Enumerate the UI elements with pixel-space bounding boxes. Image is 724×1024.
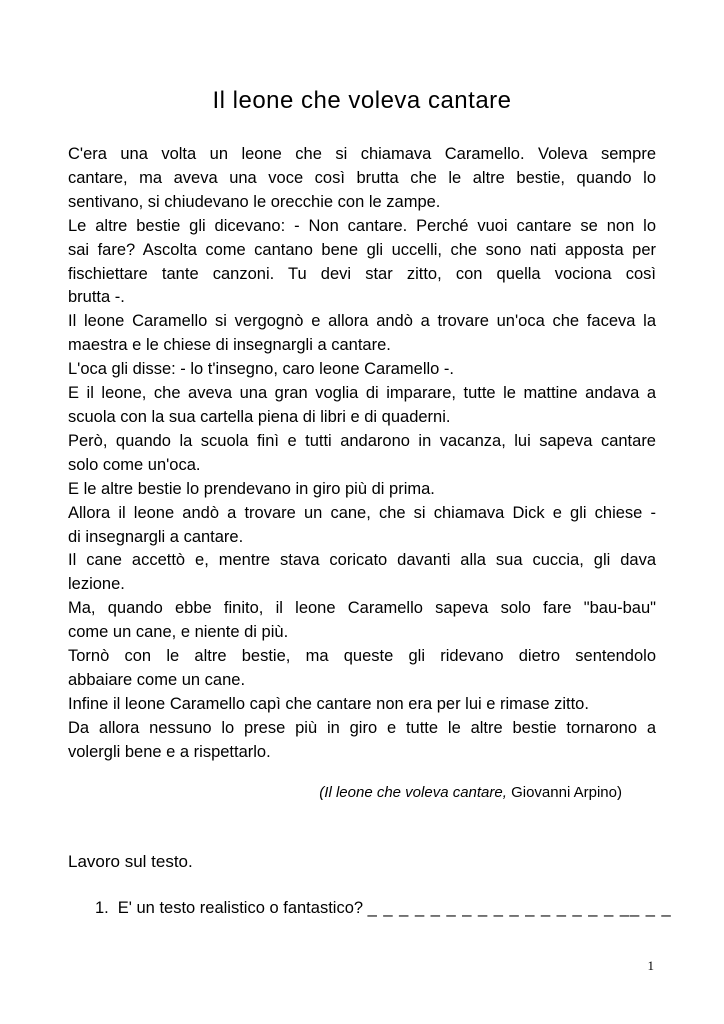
text-line: di insegnargli a cantare. xyxy=(68,527,244,546)
attribution-author: Giovanni Arpino) xyxy=(506,783,622,801)
text-line: cantare, ma aveva una voce così brutta che le altre bestie, quando lo xyxy=(68,168,656,187)
answer-blank: _ _ _ _ _ _ _ _ _ _ _ _ _ _ _ _ __ _ _ xyxy=(367,898,672,917)
text-line: solo come un'oca. xyxy=(68,455,201,474)
section-heading: Lavoro sul testo. xyxy=(68,851,193,871)
text-line: maestra e le chiese di insegnargli a cantare. xyxy=(68,336,391,355)
question-item xyxy=(68,896,672,920)
attribution xyxy=(68,782,656,804)
text-line: E il leone, che aveva una gran voglia di imparare, tutte le mattine andava a xyxy=(68,384,656,403)
text-line: Allora il leone andò a trovare un cane, che si chiamava Dick e gli chiese - xyxy=(68,503,656,522)
page-title: Il leone che voleva cantare xyxy=(212,87,512,114)
attribution-source-title: (Il leone che voleva cantare, xyxy=(319,783,507,801)
text-line: abbaiare come un cane. xyxy=(68,670,246,689)
text-line: come un cane, e niente di più. xyxy=(68,623,289,642)
text-line: scuola con la sua cartella piena di libri e di quaderni. xyxy=(68,407,451,426)
text-line: Infine il leone Caramello capì che cantare non era per lui e rimase zitto. xyxy=(68,694,589,713)
text-line: E le altre bestie lo prendevano in giro più di prima. xyxy=(68,479,435,498)
text-line: Il cane accettò e, mentre stava coricato davanti alla sua cuccia, gli dava xyxy=(68,551,656,570)
text-line: Le altre bestie gli dicevano: - Non cantare. Perché vuoi cantare se non lo xyxy=(68,216,656,235)
text-line: fischiettare tante canzoni. Tu devi star zitto, con quella vociona così xyxy=(68,264,656,283)
text-line: C'era una volta un leone che si chiamava Caramello. Voleva sempre xyxy=(68,145,656,163)
story-text xyxy=(68,143,656,765)
text-line: Da allora nessuno lo prese più in giro e tutte le altre bestie tornarono a xyxy=(68,718,656,737)
text-line: volergli bene e a rispettarlo. xyxy=(68,742,271,761)
text-line: Il leone Caramello si vergognò e allora andò a trovare un'oca che faceva la xyxy=(68,312,656,331)
text-line: Tornò con le altre bestie, ma queste gli ridevano dietro sentendolo xyxy=(68,647,656,666)
text-line: sentivano, si chiudevano le orecchie con le zampe. xyxy=(68,192,441,211)
text-line: brutta -. xyxy=(68,288,125,307)
question-number: 1. xyxy=(95,898,109,917)
question-text: E' un testo realistico o fantastico? xyxy=(117,898,364,917)
text-line: sai fare? Ascolta come cantano bene gli uccelli, che sono nati apposta per xyxy=(68,240,656,259)
page-number: 1 xyxy=(647,958,654,973)
text-line: lezione. xyxy=(68,575,125,594)
text-line: L'oca gli disse: - lo t'insegno, caro leone Caramello -. xyxy=(68,360,454,379)
text-line: Ma, quando ebbe finito, il leone Caramello sapeva solo fare "bau-bau" xyxy=(68,599,656,618)
text-line: Però, quando la scuola finì e tutti andarono in vacanza, lui sapeva cantare xyxy=(68,431,656,450)
